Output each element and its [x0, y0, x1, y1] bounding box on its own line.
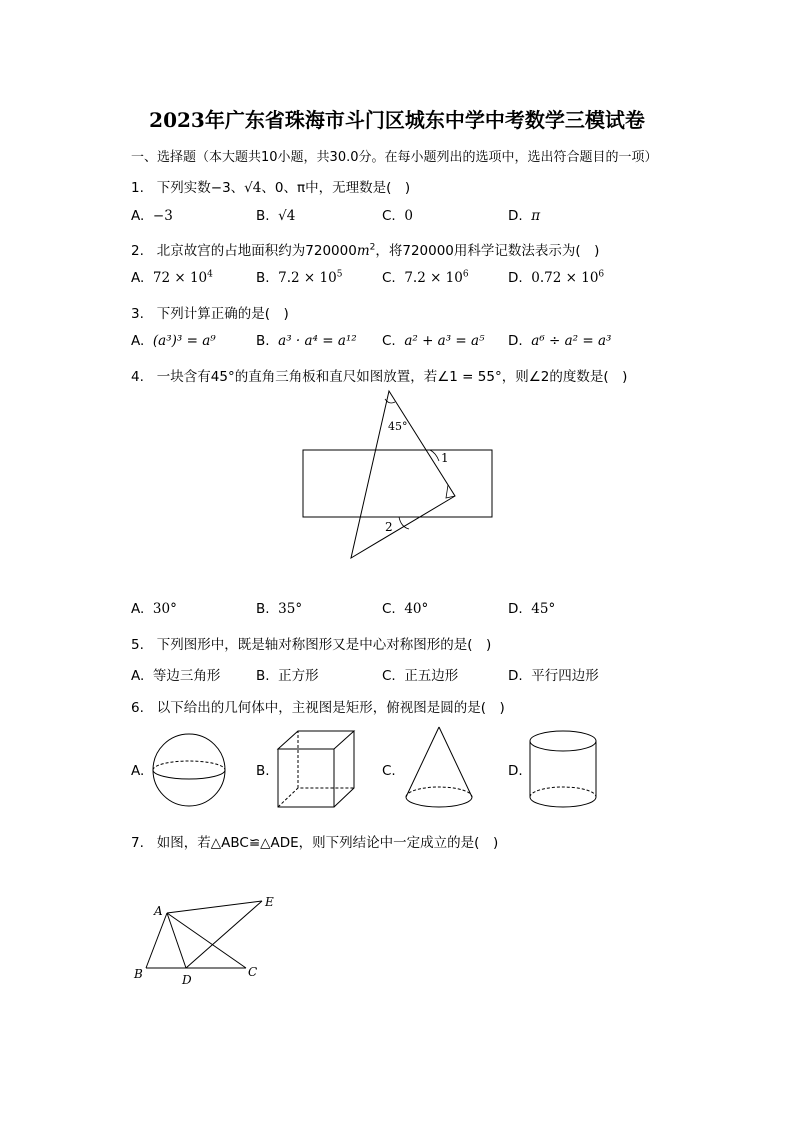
cylinder-figure[interactable] [526, 727, 604, 811]
option-c[interactable]: C. 40° [382, 601, 429, 617]
question-number: 3. [131, 306, 144, 322]
set-square-triangle [351, 391, 455, 558]
option-c[interactable]: C. 0 [382, 208, 413, 224]
question-6 [131, 696, 505, 716]
label-45-degree: 45° [388, 420, 408, 433]
option-a[interactable]: A. 30° [131, 601, 177, 617]
question-stem: 下列计算正确的是( ) [156, 306, 289, 322]
congruent-triangles-figure [128, 888, 288, 988]
question-7 [131, 831, 498, 851]
ruler-rectangle [303, 450, 492, 517]
option-d[interactable]: D. 45° [508, 601, 556, 617]
question-stem-tail: 、0、π中，无理数是( ) [261, 180, 411, 196]
option-a[interactable]: A. (a³)³ = a⁹ [131, 333, 216, 349]
option-c[interactable]: C. $7.2 \times 10^6$ [382, 269, 469, 286]
question-stem: 下列图形中，既是轴对称图形又是中心对称图形的是( ) [156, 637, 492, 653]
option-c[interactable]: C. 正五边形 [382, 668, 459, 684]
page-title: 2023年广东省珠海市斗门区城东中学中考数学三模试卷 [149, 108, 645, 132]
sphere-figure[interactable] [148, 731, 232, 811]
option-b[interactable]: B. [256, 763, 270, 779]
option-a[interactable]: A. [131, 763, 145, 779]
question-number: 6. [131, 700, 144, 716]
option-d[interactable]: D. $0.72 \times 10^6$ [508, 269, 605, 286]
question-stem: 如图，若△ABC≌△ADE，则下列结论中一定成立的是( ) [156, 835, 499, 851]
question-4 [131, 365, 627, 385]
question-3 [131, 302, 289, 322]
sqrt-expression: √4 [244, 180, 262, 196]
angle-1-arc [430, 450, 439, 461]
option-d[interactable]: D. a⁶ ÷ a² = a³ [508, 333, 612, 349]
question-stem: 以下给出的几何体中，主视图是矩形，俯视图是圆的是( ) [156, 700, 505, 716]
option-b[interactable]: B. 正方形 [256, 668, 319, 684]
question-1 [131, 176, 410, 196]
question-number: 7. [131, 835, 144, 851]
section-heading: 一、选择题（本大题共10小题，共30.0分。在每小题列出的选项中，选出符合题目的一项） [131, 150, 658, 165]
option-b[interactable]: B. √4 [256, 208, 296, 224]
question-5 [131, 633, 491, 653]
point-d-label: D [182, 973, 192, 987]
option-c[interactable]: C. a² + a³ = a⁵ [382, 333, 485, 349]
point-b-label: B [134, 967, 143, 981]
question-number: 1. [131, 180, 144, 196]
option-d[interactable]: D. [508, 763, 523, 779]
question-number: 5. [131, 637, 144, 653]
question-number: 4. [131, 369, 144, 385]
cube-figure[interactable] [272, 727, 362, 811]
option-d[interactable]: D. 平行四边形 [508, 668, 599, 684]
right-angle-mark [446, 485, 455, 498]
point-a-label: A [154, 904, 163, 918]
option-a[interactable]: A. −3 [131, 208, 173, 224]
point-e-label: E [265, 895, 274, 909]
option-c[interactable]: C. [382, 763, 396, 779]
option-b[interactable]: B. $7.2 \times 10^5$ [256, 269, 343, 286]
angle-2-arc [399, 517, 409, 529]
option-b[interactable]: B. a³ · a⁴ = a¹² [256, 333, 357, 349]
question-2: 2. 北京故宫的占地面积约为$720000m^2$，将720000用科学记数法表示为( ) [131, 242, 600, 259]
option-d[interactable]: D. π [508, 208, 541, 224]
question-stem: 一块含有45°的直角三角板和直尺如图放置，若∠1 = 55°，则∠2的度数是( ) [156, 369, 628, 385]
cone-figure[interactable] [400, 724, 480, 812]
question-stem-tail: ，将720000用科学记数法表示为( ) [375, 243, 600, 259]
option-a[interactable]: A. 等边三角形 [131, 668, 221, 684]
question-stem: 北京故宫的占地面积约为720000 [156, 243, 357, 259]
triangle-ruler-figure [290, 385, 505, 565]
question-stem: 下列实数−3、 [156, 180, 245, 196]
point-c-label: C [248, 965, 258, 979]
question-number: 2. [131, 243, 144, 259]
option-a[interactable]: A. $72 \times 10^4$ [131, 269, 213, 286]
label-angle-1: 1 [441, 451, 449, 465]
option-b[interactable]: B. 35° [256, 601, 303, 617]
label-angle-2: 2 [385, 520, 393, 534]
